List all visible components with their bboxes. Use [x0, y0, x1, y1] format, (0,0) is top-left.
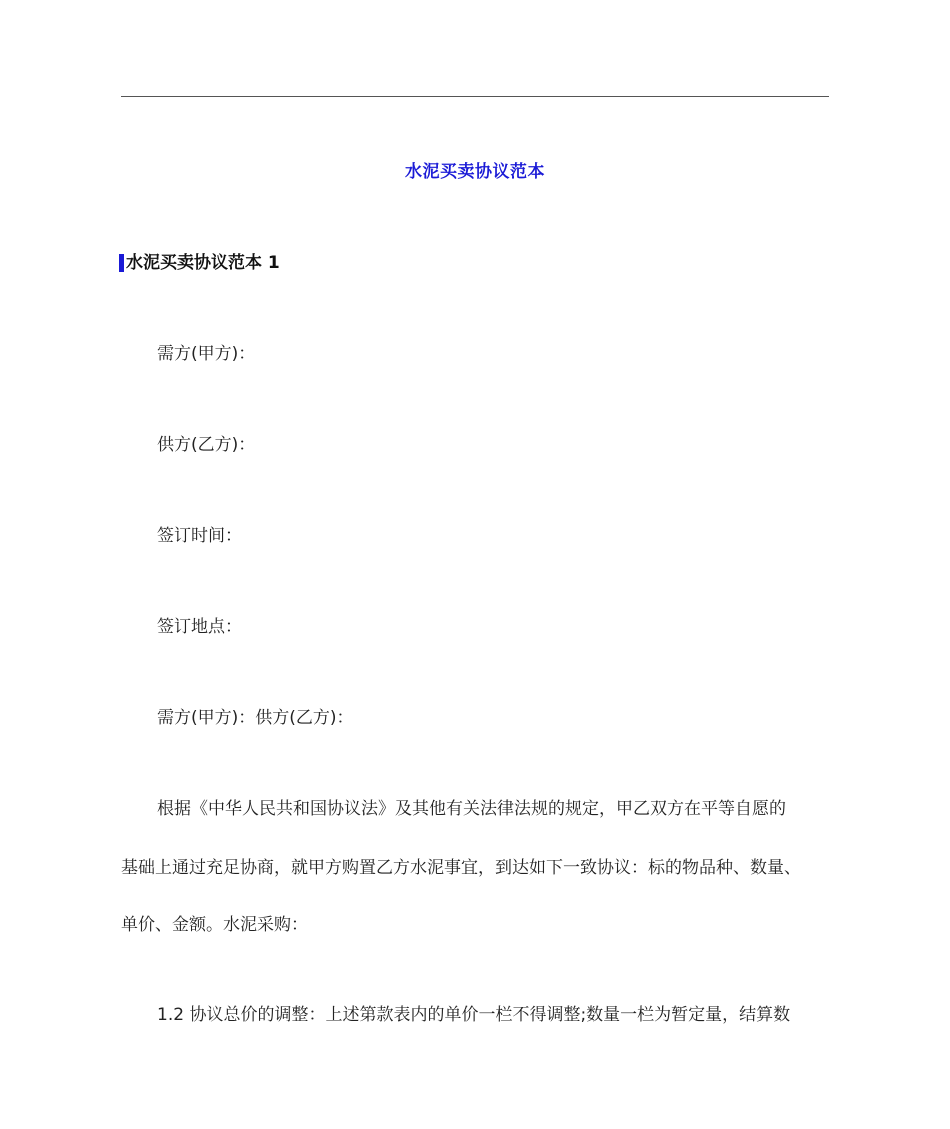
heading-bookmark-marker — [119, 254, 124, 272]
paragraph-1-line-2: 基础上通过充足协商，就甲方购置乙方水泥事宜，到达如下一致协议：标的物品种、数量、 — [121, 858, 801, 878]
section-heading — [119, 251, 280, 275]
paragraph-2-line-1: 1.2 协议总价的调整：上述第款表内的单价一栏不得调整;数量一栏为暂定量，结算数 — [157, 1005, 791, 1025]
document-title: 水泥买卖协议范本 — [405, 162, 545, 182]
paragraph-1-line-1: 根据《中华人民共和国协议法》及其他有关法律法规的规定，甲乙双方在平等自愿的 — [157, 799, 786, 819]
buyer-field: 需方(甲方)： — [157, 344, 256, 364]
parties-field: 需方(甲方)：供方(乙方)： — [157, 708, 354, 728]
paragraph-1-line-3: 单价、金额。水泥采购： — [121, 915, 308, 935]
sign-place-field: 签订地点： — [157, 617, 242, 637]
section-heading-text: 水泥买卖协议范本 1 — [126, 253, 280, 273]
sign-time-field: 签订时间： — [157, 526, 242, 546]
header-rule — [121, 96, 829, 97]
seller-field: 供方(乙方)： — [157, 435, 256, 455]
